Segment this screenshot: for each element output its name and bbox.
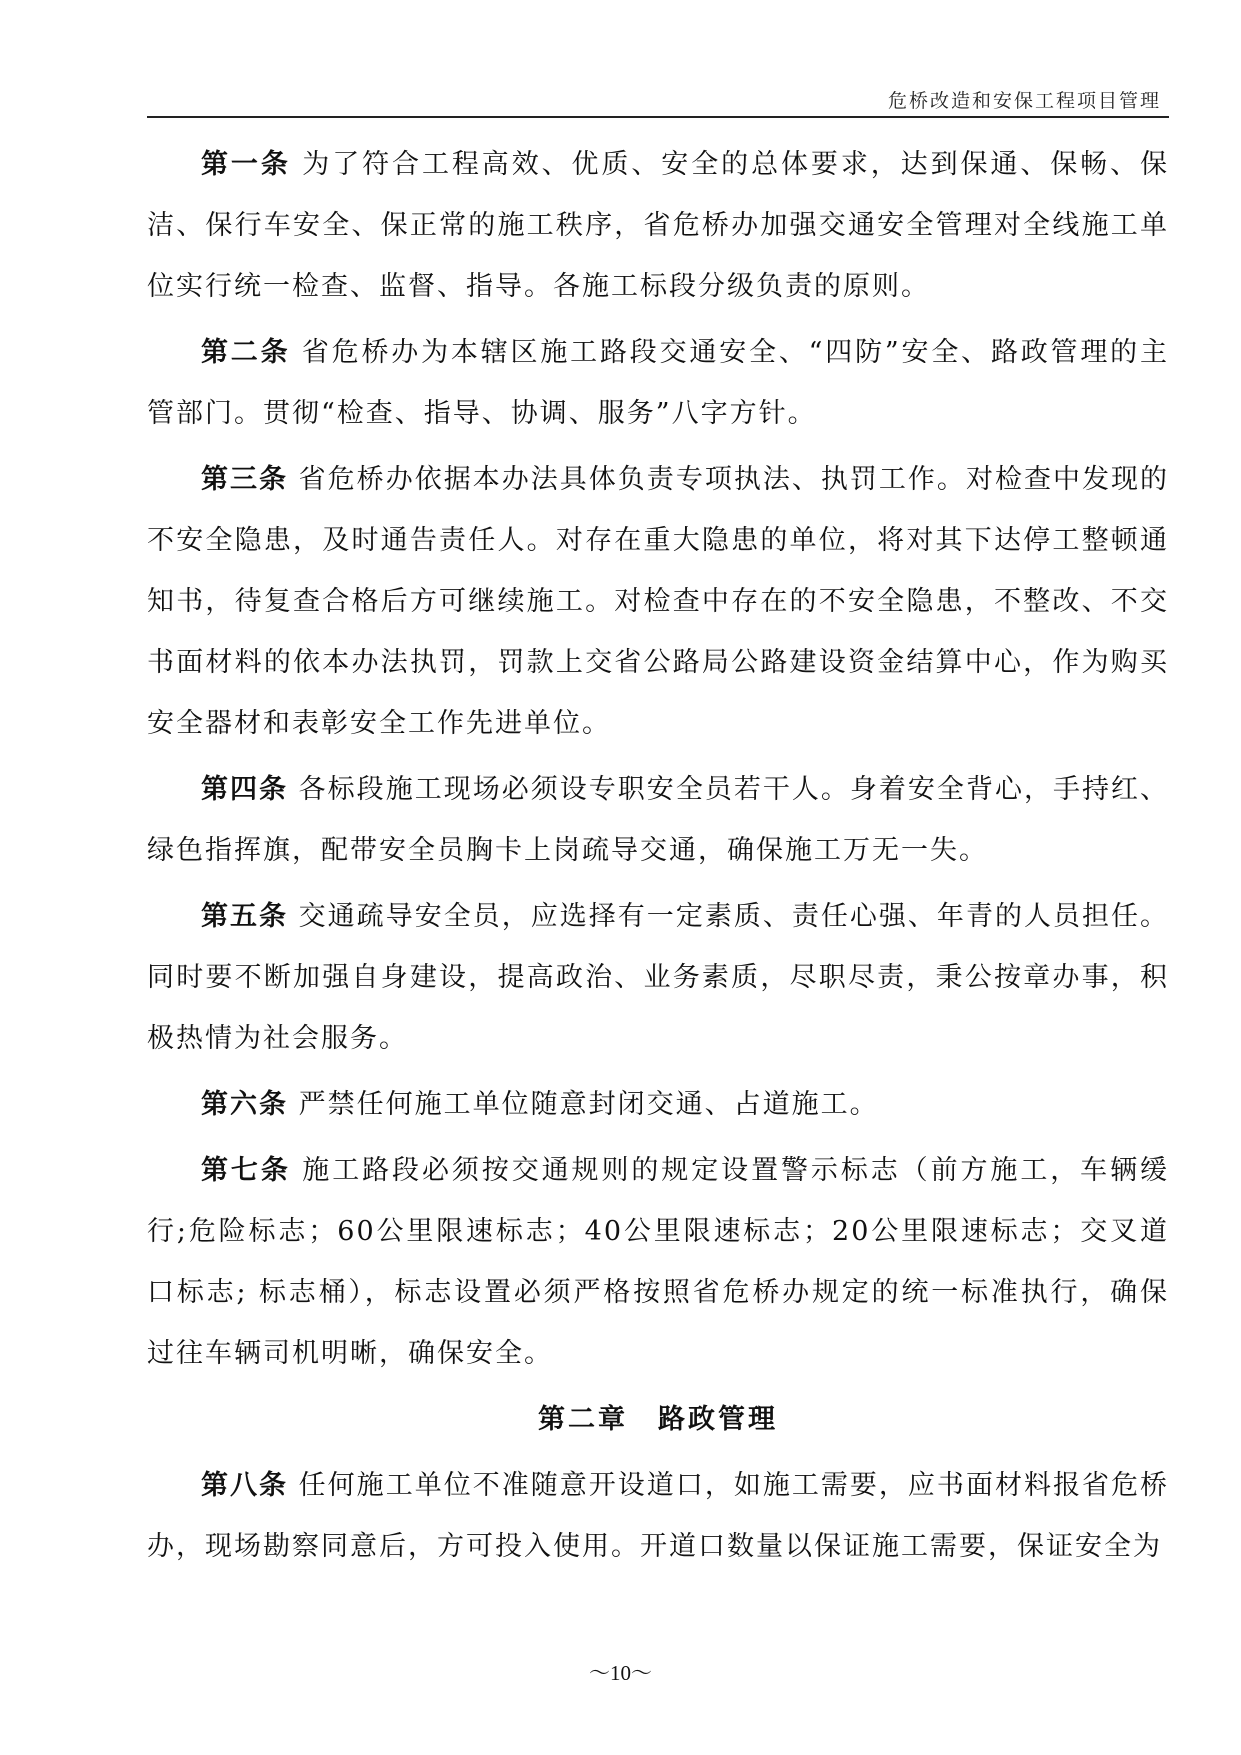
article-paragraph xyxy=(147,759,1169,881)
article-paragraph xyxy=(147,886,1169,1069)
article-label: 第二条 xyxy=(201,337,291,368)
article-paragraph xyxy=(147,134,1169,317)
article-paragraph xyxy=(147,449,1169,754)
header-title: 危桥改造和安保工程项目管理 xyxy=(887,90,1161,112)
article-text: 施工路段必须按交通规则的规定设置警示标志（前方施工，车辆缓行;危险标志；60公里限速标志；40公里限速标志；20公里限速标志；交叉道口标志; 标志桶），标志设置必须严格按照省危桥办规定的统一标准执行，确保过往车辆司机明晰，确保安全。 xyxy=(147,1155,1170,1369)
document-body xyxy=(147,134,1169,1582)
article-text: 为了符合工程高效、优质、安全的总体要求，达到保通、保畅、保洁、保行车安全、保正常的施工秩序，省危桥办加强交通安全管理对全线施工单位实行统一检查、监督、指导。各施工标段分级负责的原则。 xyxy=(147,149,1170,302)
article-label: 第三条 xyxy=(201,464,289,495)
article-text: 交通疏导安全员，应选择有一定素质、责任心强、年青的人员担任。同时要不断加强自身建设，提高政治、业务素质，尽职尽责，秉公按章办事，积极热情为社会服务。 xyxy=(147,901,1170,1054)
article-paragraph xyxy=(147,322,1169,444)
page-header xyxy=(147,84,1169,118)
article-label: 第五条 xyxy=(201,901,289,932)
article-paragraph xyxy=(147,1074,1169,1135)
article-paragraph xyxy=(147,1140,1169,1384)
article-label: 第一条 xyxy=(201,149,291,180)
article-text: 各标段施工现场必须设专职安全员若干人。身着安全背心，手持红、绿色指挥旗，配带安全员胸卡上岗疏导交通，确保施工万无一失。 xyxy=(147,774,1170,866)
chapter-title: 第二章 路政管理 xyxy=(538,1404,778,1435)
article-text: 任何施工单位不准随意开设道口，如施工需要，应书面材料报省危桥办，现场勘察同意后，方可投入使用。开道口数量以保证施工需要，保证安全为 xyxy=(147,1470,1170,1562)
article-label: 第四条 xyxy=(201,774,289,805)
article-paragraph xyxy=(147,1455,1169,1577)
article-label: 第八条 xyxy=(201,1470,289,1501)
article-text: 省危桥办为本辖区施工路段交通安全、“四防”安全、路政管理的主管部门。贯彻“检查、指导、协调、服务”八字方针。 xyxy=(147,337,1169,429)
article-label: 第六条 xyxy=(201,1089,288,1120)
article-text: 严禁任何施工单位随意封闭交通、占道施工。 xyxy=(298,1089,879,1120)
article-label: 第七条 xyxy=(201,1155,291,1186)
article-text: 省危桥办依据本办法具体负责专项执法、执罚工作。对检查中发现的不安全隐患，及时通告责任人。对存在重大隐患的单位，将对其下达停工整顿通知书，待复查合格后方可继续施工。对检查中存在的不安全隐患，不整改、不交书面材料的依本办法执罚，罚款上交省公路局公路建设资金结算中心，作为购买安全器材和表彰安全工作先进单位。 xyxy=(147,464,1170,739)
page-number: ～10～ xyxy=(589,1661,652,1685)
